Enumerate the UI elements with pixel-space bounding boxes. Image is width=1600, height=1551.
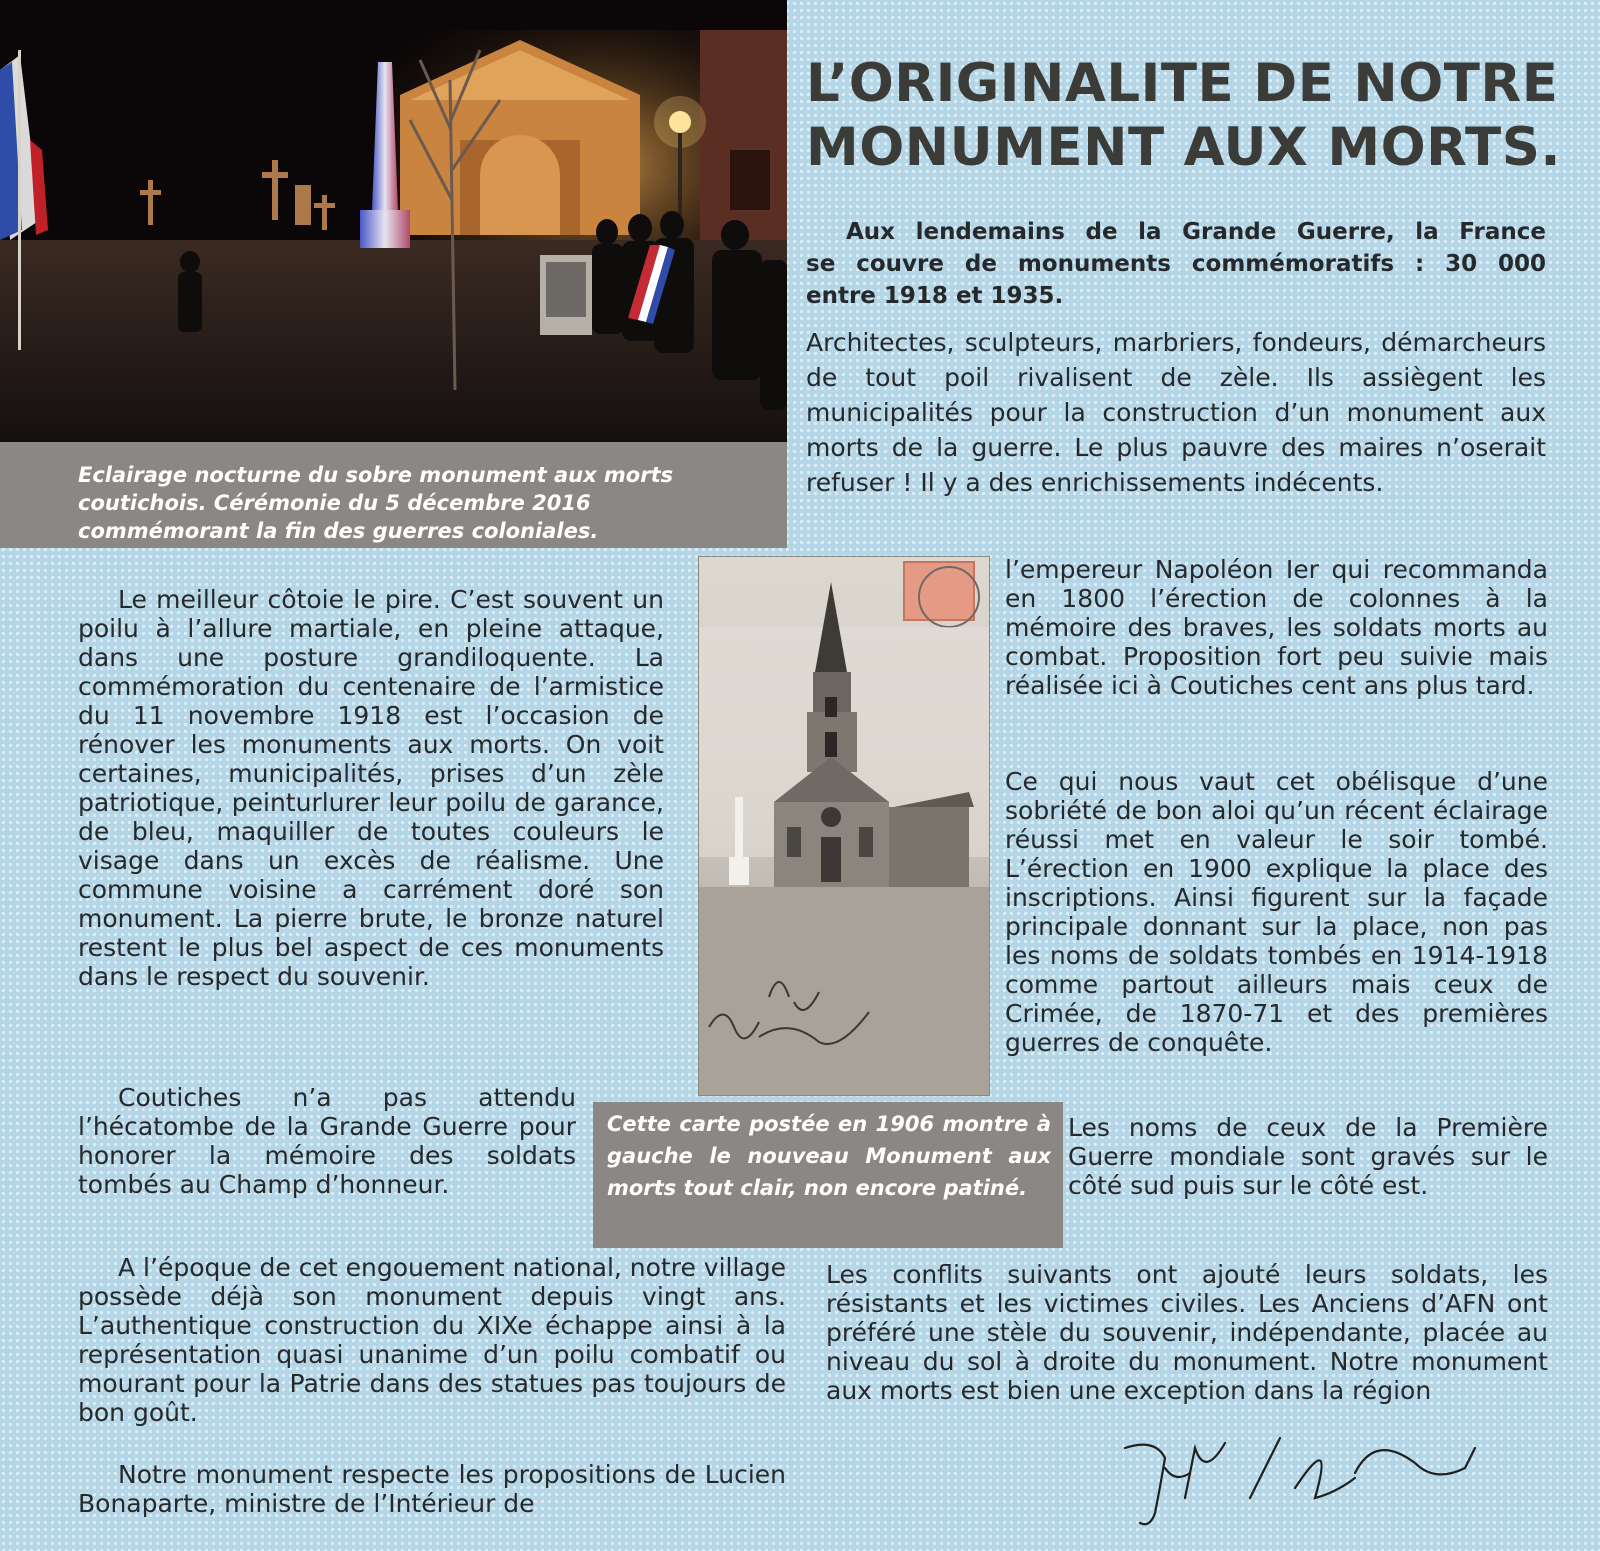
paragraph-architects: Architectes, sculpteurs, marbriers, fondeurs, démarcheurs de tout poil rivalisent de zèle. Ils assiègent les municipalités pour la construction d’un monument aux morts de la guerre. Le plus pauvre des maires n’oserait refuser ! Il y a des enrichissements indécents. (806, 328, 1546, 497)
paragraph-napoleon: l’empereur Napoléon Ier qui recommanda en 1800 l’érection de colonnes à la mémoire des braves, les soldats morts au combat. Proposition fort peu suivie mais réalisée ici à Coutiches cent ans plus tard. (1005, 555, 1548, 700)
night-ceremony-illustration (0, 0, 787, 442)
paragraph-coutiches: Coutiches n’a pas attendu l’hécatombe de la Grande Guerre pour honorer la mémoire des soldats tombés au Champ d’honneur. (78, 1083, 576, 1199)
paragraph-propositions: Notre monument respecte les propositions de Lucien Bonaparte, ministre de l’Intérieur de (78, 1460, 786, 1518)
intro-line-3: entre 1918 et 1935. (806, 283, 1064, 309)
paragraph-conflits: Les conflits suivants ont ajouté leurs soldats, les résistants et les victimes civiles. Les Anciens d’AFN ont préféré une stèle du souvenir, indépendante, placée au niveau du sol à droite du monument. Notre monument aux morts est bien une exception dans la région (826, 1260, 1548, 1405)
night-ceremony-photo (0, 0, 787, 442)
paragraph-best-worst: Le meilleur côtoie le pire. C’est souvent un poilu à l’allure martiale, en pleine attaque, dans une posture grandiloquente. La commémoration du centenaire de l’armistice du 11 novembre 1918 est l’occasion de rénover les monuments aux morts. On voit certaines, municipalités, prises d’un zèle patriotique, peinturlurer leur poilu de garance, de bleu, maquiller de toutes couleurs le visage dans un excès de réalisme. Une commune voisine a carrément doré son monument. La pierre brute, le bronze naturel restent le plus bel aspect de ces monuments dans le respect du souvenir. (78, 585, 664, 991)
title-line-1: L’ORIGINALITE DE NOTRE (806, 53, 1559, 114)
signature-icon (1115, 1428, 1495, 1538)
intro-line-1: Aux lendemains de la Grande Guerre, la France (846, 219, 1546, 245)
postcard-caption: Cette carte postée en 1906 montre à gauche le nouveau Monument aux morts tout clair, non encore patiné. (593, 1102, 1063, 1248)
intro-paragraph (806, 216, 1546, 312)
paragraph-noms: Les noms de ceux de la Première Guerre mondiale sont gravés sur le côté sud puis sur le côté est. (1068, 1113, 1548, 1200)
intro-line-2: se couvre de monuments commémoratifs : 30 000 (806, 251, 1546, 277)
church-postcard-illustration (699, 557, 989, 1095)
title-line-2: MONUMENT AUX MORTS. (806, 117, 1562, 178)
photo-caption: Eclairage nocturne du sobre monument aux morts coutichois. Cérémonie du 5 décembre 2016 commémorant la fin des guerres coloniales. (0, 442, 787, 548)
postcard-1906 (698, 556, 990, 1096)
page-title (806, 52, 1586, 180)
paragraph-obelisque: Ce qui nous vaut cet obélisque d’une sobriété de bon aloi qu’un récent éclairage réussi met en valeur le soir tombé. L’érection en 1900 explique la place des inscriptions. Ainsi figurent sur la façade principale donnant sur la place, non pas les noms de soldats tombés en 1914-1918 comme partout ailleurs mais ceux de Crimée, de 1870-71 et des premières guerres de conquête. (1005, 767, 1548, 1057)
paragraph-epoque: A l’époque de cet engouement national, notre village possède déjà son monument depuis vingt ans. L’authentique construction du XIXe échappe ainsi à la représentation quasi unanime d’un poilu combatif ou mourant pour la Patrie dans des statues pas toujours de bon goût. (78, 1253, 786, 1427)
